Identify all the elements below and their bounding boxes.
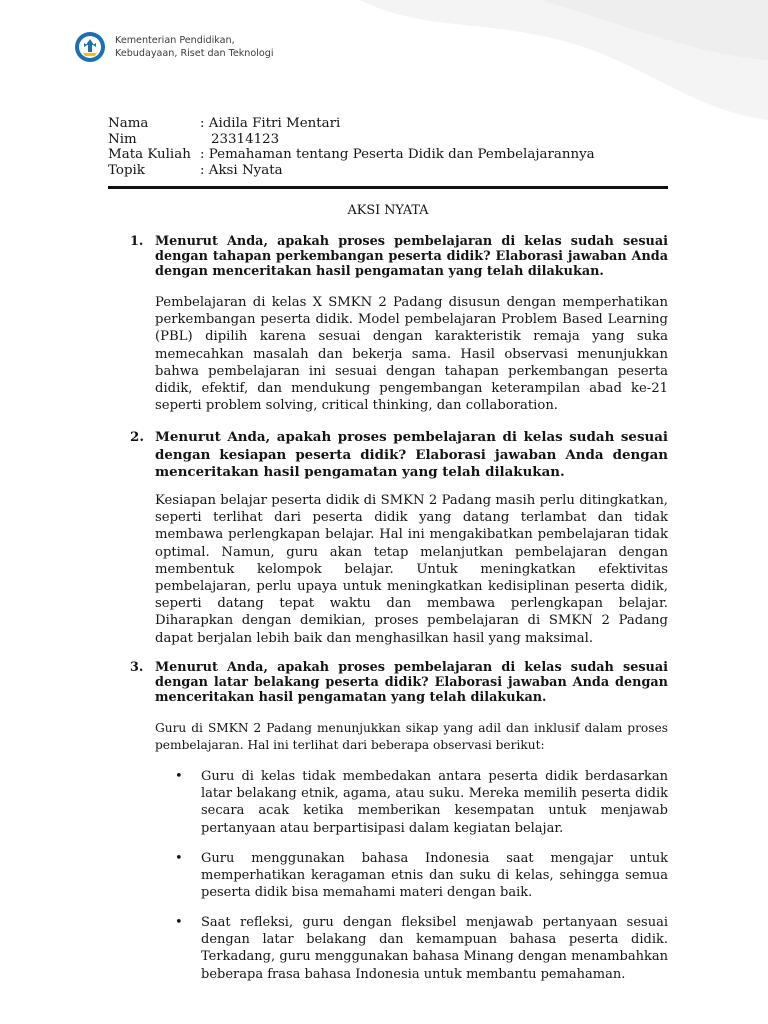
name-row — [108, 116, 595, 132]
course-row — [108, 147, 595, 163]
bullet-text: Guru menggunakan bahasa Indonesia saat mengajar untuk memperhatikan keragaman etnis dan suku di kelas, sehingga semua peserta didik bisa memahami materi dengan baik. — [201, 851, 668, 901]
answer-1: Pembelajaran di kelas X SMKN 2 Padang disusun dengan memperhatikan perkembangan peserta didik. Model pembelajaran Problem Based Learning (PBL) dipilih karena sesuai dengan karakteristik remaja yang suka memecahkan masalah dan bekerja sama. Hasil observasi menunjukkan bahwa pembelajaran ini sesuai dengan tahapan perkembangan peserta didik, efektif, dan mendukung pengembangan keterampilan abad ke-21 seperti problem solving, critical thinking, dan collaboration. — [155, 295, 668, 414]
nim-value: 23314123 — [211, 131, 280, 147]
bullet-item — [175, 914, 668, 983]
bullet-item — [175, 768, 668, 837]
name-value: : Aidila Fitri Mentari — [200, 116, 341, 131]
header-divider — [108, 186, 668, 189]
topic-label: Topik — [108, 162, 145, 178]
tut-wuri-handayani-logo-icon — [74, 31, 106, 63]
ministry-line-2: Kebudayaan, Riset dan Teknologi — [115, 48, 274, 59]
question-3 — [130, 661, 668, 705]
answer-2: Kesiapan belajar peserta didik di SMKN 2 Padang masih perlu ditingkatkan, seperti terlihat dari peserta didik yang datang terlambat dan tidak membawa perlengkapan belajar. Hal ini mengakibatkan pembelajaran tidak optimal. Namun, guru akan tetap melanjutkan pembelajaran dengan membentuk kelompok belajar. Untuk meningkatkan efektivitas pembelajaran, perlu upaya untuk meningkatkan kedisiplinan peserta didik, seperti datang tepat waktu dan membawa perlengkapan belajar. Diharapkan dengan demikian, proses pembelajaran di SMKN 2 Padang dapat berjalan lebih baik dan menghasilkan hasil yang maksimal. — [155, 493, 668, 646]
question-2 — [130, 429, 668, 482]
question-number: 2. — [130, 429, 144, 445]
bullet-icon: • — [175, 769, 183, 784]
page-title: AKSI NYATA — [347, 203, 429, 218]
question-text: Menurut Anda, apakah proses pembelajaran di kelas sudah sesuai dengan kesiapan peserta didik? Elaborasi jawaban Anda dengan menceritakan hasil pengamatan yang telah dilakukan. — [155, 429, 668, 480]
question-text: Menurut Anda, apakah proses pembelajaran di kelas sudah sesuai dengan tahapan perkembangan peserta didik? Elaborasi jawaban Anda dengan menceritakan hasil pengamatan yang telah dilakukan. — [155, 234, 668, 279]
ministry-line-1: Kementerian Pendidikan, — [115, 35, 235, 46]
student-info — [108, 116, 595, 178]
ministry-header — [74, 31, 274, 63]
bullet-item — [175, 850, 668, 902]
answer-3: Guru di SMKN 2 Padang menunjukkan sikap yang adil dan inklusif dalam proses pembelajaran. Hal ini terlihat dari beberapa observasi berikut: — [155, 721, 668, 752]
bullet-text: Guru di kelas tidak membedakan antara peserta didik berdasarkan latar belakang etnik, agama, atau suku. Mereka memilih peserta didik secara acak ketika memberikan kesempatan untuk menjawab pertanyaan atau berpartisipasi dalam kegiatan belajar. — [201, 769, 668, 836]
name-label: Nama — [108, 116, 149, 131]
ministry-name — [115, 34, 274, 60]
topic-row — [108, 163, 595, 179]
bullet-icon: • — [175, 851, 183, 866]
course-value: : Pemahaman tentang Peserta Didik dan Pembelajarannya — [200, 147, 595, 162]
bullet-icon: • — [175, 915, 183, 930]
question-number: 3. — [130, 660, 144, 675]
course-label: Mata Kuliah — [108, 147, 191, 162]
nim-label: Nim — [108, 131, 137, 147]
question-text: Menurut Anda, apakah proses pembelajaran di kelas sudah sesuai dengan latar belakang peserta didik? Elaborasi jawaban Anda dengan menceritakan hasil pengamatan yang telah dilakukan. — [155, 660, 668, 705]
bullet-text: Saat refleksi, guru dengan fleksibel menjawab pertanyaan sesuai dengan latar belakang dan kemampuan bahasa peserta didik. Terkadang, guru menggunakan bahasa Minang dengan menambahkan beberapa frasa bahasa Indonesia untuk membantu pemahaman. — [201, 915, 668, 982]
nim-row — [108, 132, 595, 148]
topic-value: : Aksi Nyata — [200, 162, 283, 178]
question-number: 1. — [130, 234, 144, 249]
question-1 — [130, 235, 668, 279]
